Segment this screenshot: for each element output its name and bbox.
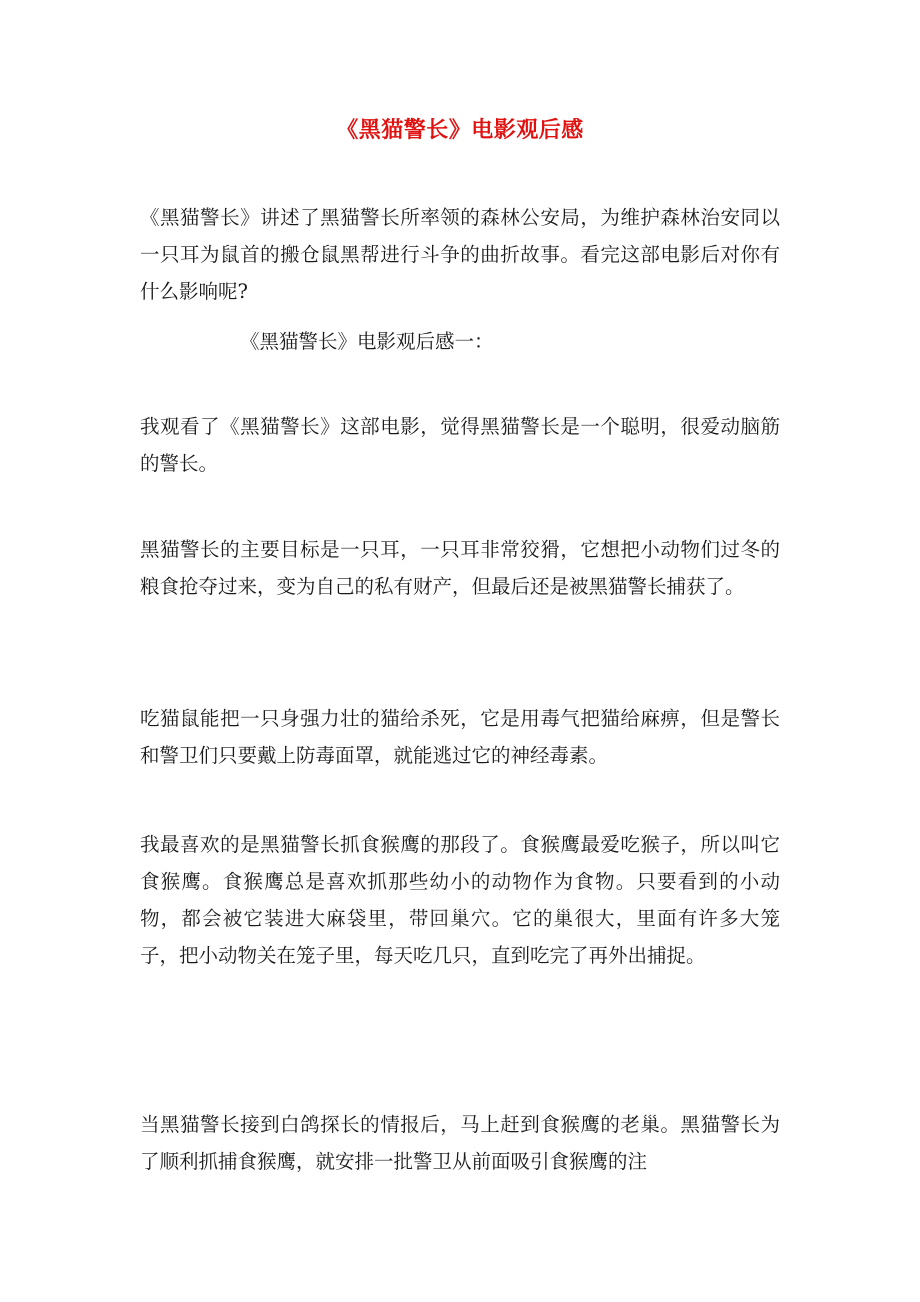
- body-paragraph-1: 我观看了《黑猫警长》这部电影，觉得黑猫警长是一个聪明，很爱动脑筋的警长。: [140, 415, 780, 475]
- body-paragraph-4: 我最喜欢的是黑猫警长抓食猴鹰的那段了。食猴鹰最爱吃猴子，所以叫它食猴鹰。食猴鹰总是喜欢抓那些幼小的动物作为食物。只要看到的小动物，都会被它装进大麻袋里，带回巢穴。它的巢很大，里面有许多大笼子，把小动物关在笼子里，每天吃几只，直到吃完了再外出捕捉。: [140, 833, 780, 967]
- body-paragraph-2: 黑猫警长的主要目标是一只耳，一只耳非常狡猾，它想把小动物们过冬的粮食抢夺过来，变为自己的私有财产，但最后还是被黑猫警长捕获了。: [140, 538, 780, 598]
- intro-paragraph: 《黑猫警长》讲述了黑猫警长所率领的森林公安局，为维护森林治安同以一只耳为鼠首的搬仓鼠黑帮进行斗争的曲折故事。看完这部电影后对你有什么影响呢?: [140, 206, 780, 303]
- body-paragraph-5: 当黑猫警长接到白鸽探长的情报后，马上赶到食猴鹰的老巢。黑猫警长为了顺利抓捕食猴鹰，就安排一批警卫从前面吸引食猴鹰的注: [140, 1113, 780, 1173]
- document-title: 《黑猫警长》电影观后感: [336, 117, 584, 143]
- body-paragraph-3: 吃猫鼠能把一只身强力壮的猫给杀死，它是用毒气把猫给麻痹，但是警长和警卫们只要戴上防毒面罩，就能逃过它的神经毒素。: [140, 707, 780, 767]
- section-heading: 《黑猫警长》电影观后感一：: [240, 330, 494, 353]
